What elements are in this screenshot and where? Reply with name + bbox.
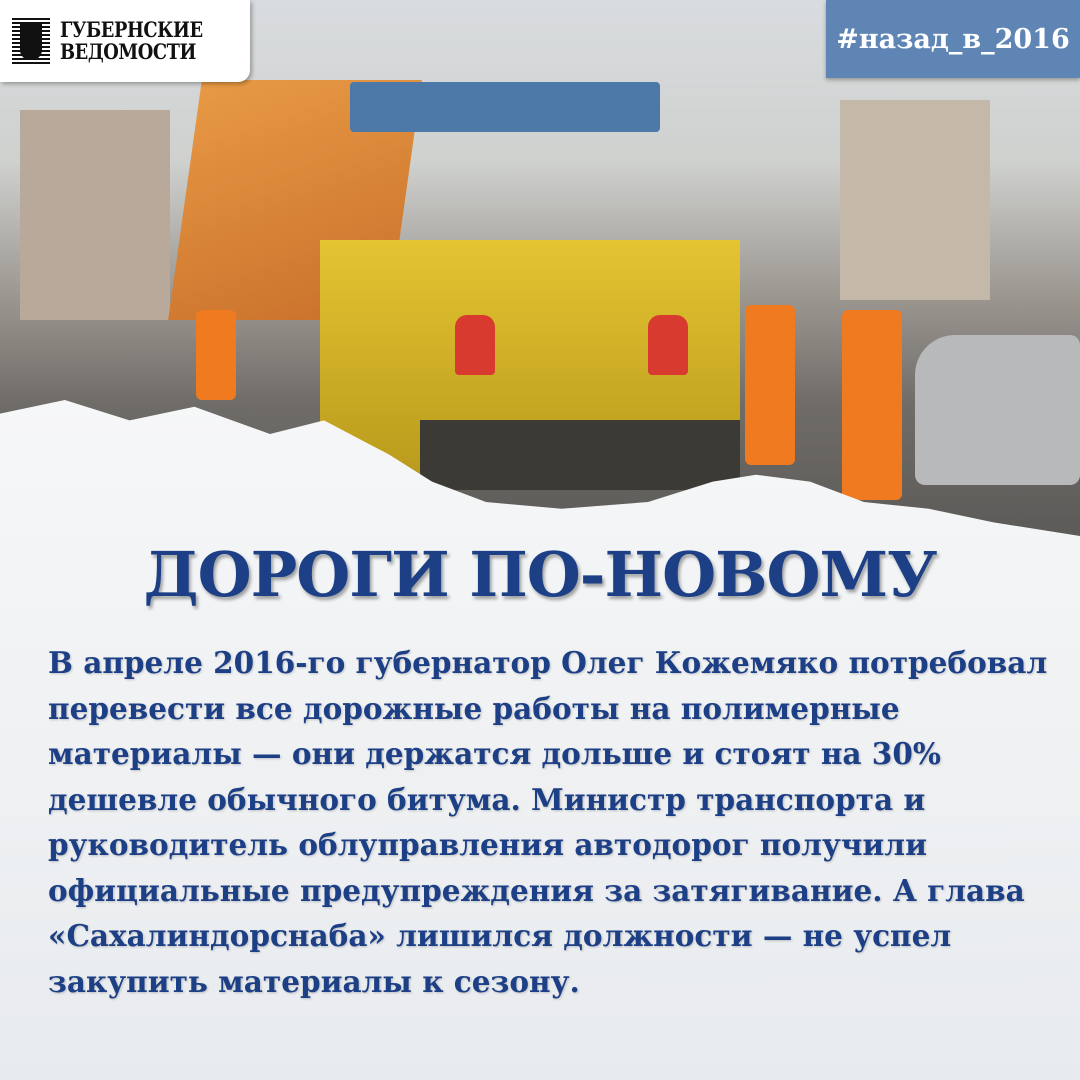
brand-name-line1: ГУБЕРНСКИЕ [60,17,203,42]
brand-name-line2: ВЕДОМОСТИ [60,39,196,64]
brand-name [60,19,203,63]
text-line: материалы — они держатся дольше и стоят на 30% [48,736,941,771]
text-line: В апреле 2016-го губернатор Олег Кожемяко потребовал [48,645,1048,680]
worker [745,305,795,465]
building [840,100,990,300]
building [20,110,170,320]
hashtag-badge: #назад_в_2016 [826,0,1080,78]
text-line: руководитель облуправления автодорог получили [48,827,927,862]
text-line: дешевле обычного битума. Министр транспорта и [48,781,926,817]
worker [842,310,902,500]
article-text [48,640,1058,1004]
text-line: официальные предупреждения за затягивание. А глава [48,872,1025,908]
paver-canopy [350,82,660,132]
gas-tank [455,315,495,375]
headline: ДОРОГИ ПО-НОВОМУ [143,538,937,611]
crest-icon [12,18,50,64]
car [915,335,1080,485]
paver-screed [420,420,740,490]
text-line: закупить материалы к сезону. [48,963,580,999]
text-line: «Сахалиндорснаба» лишился должности — не успел [48,918,952,953]
text-line: перевести все дорожные работы на полимерные [48,690,900,726]
gas-tank [648,315,688,375]
brand-logo [0,0,250,82]
worker [196,310,236,400]
